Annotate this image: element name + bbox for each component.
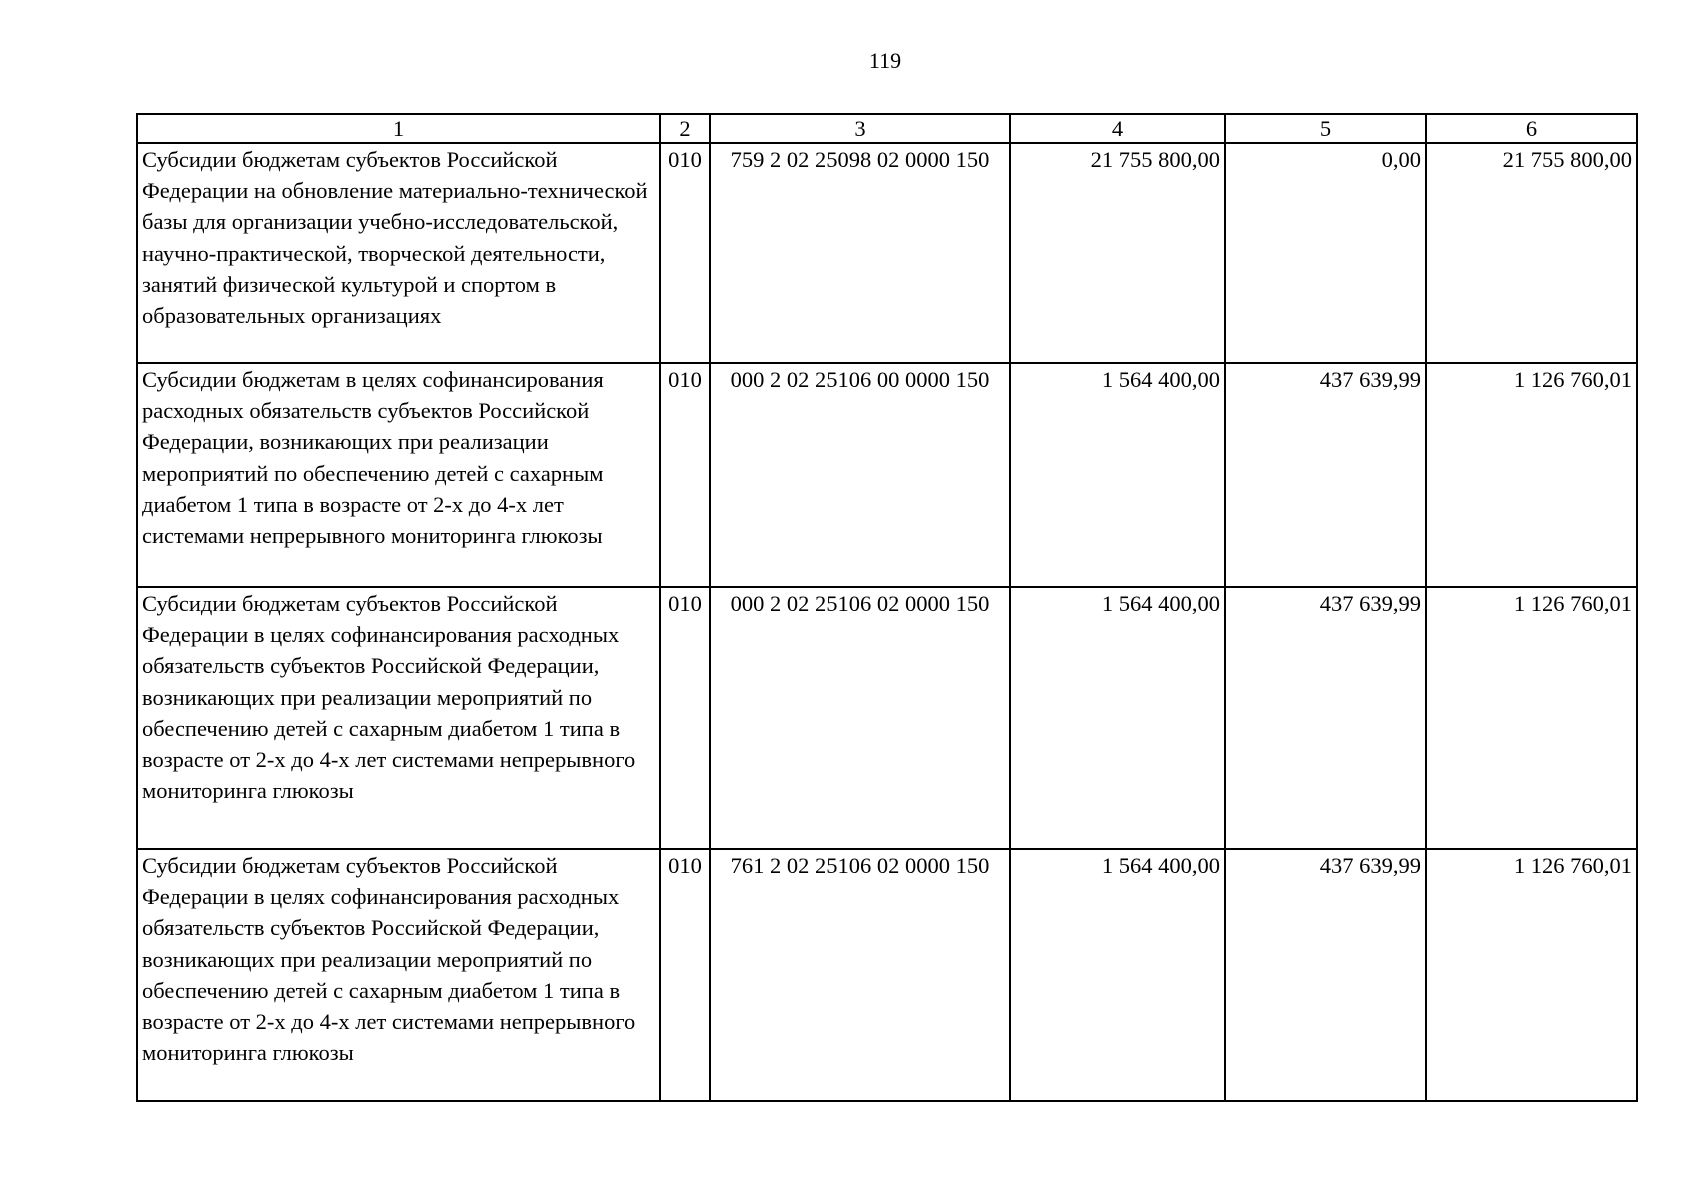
row-code: 010 xyxy=(660,363,710,587)
row-amount-col4: 21 755 800,00 xyxy=(1010,143,1225,363)
row-amount-col5: 437 639,99 xyxy=(1225,587,1426,849)
row-amount-col4: 1 564 400,00 xyxy=(1010,363,1225,587)
table-row xyxy=(137,143,1637,363)
row-amount-col6: 1 126 760,01 xyxy=(1426,849,1637,1101)
row-amount-col4: 1 564 400,00 xyxy=(1010,587,1225,849)
row-budget-classification-code: 000 2 02 25106 00 0000 150 xyxy=(710,363,1010,587)
row-amount-col5: 0,00 xyxy=(1225,143,1426,363)
row-description: Субсидии бюджетам субъектов Российской Федерации в целях софинансирования расходных обязательств субъектов Российской Федерации, возникающих при реализации мероприятий по обеспечению детей с сахарным диабетом 1 типа в возрасте от 2-х до 4-х лет системами непрерывного мониторинга глюкозы xyxy=(137,849,660,1101)
table-body xyxy=(137,143,1637,1101)
row-description: Субсидии бюджетам субъектов Российской Федерации в целях софинансирования расходных обязательств субъектов Российской Федерации, возникающих при реализации мероприятий по обеспечению детей с сахарным диабетом 1 типа в возрасте от 2-х до 4-х лет системами непрерывного мониторинга глюкозы xyxy=(137,587,660,849)
row-description: Субсидии бюджетам субъектов Российской Федерации на обновление материально-технической базы для организации учебно-исследовательской, научно-практической, творческой деятельности, занятий физической культурой и спортом в образовательных организациях xyxy=(137,143,660,363)
row-code: 010 xyxy=(660,849,710,1101)
column-header-5: 5 xyxy=(1225,114,1426,143)
row-code: 010 xyxy=(660,587,710,849)
table-header xyxy=(137,114,1637,143)
table-row xyxy=(137,587,1637,849)
row-budget-classification-code: 759 2 02 25098 02 0000 150 xyxy=(710,143,1010,363)
row-amount-col4: 1 564 400,00 xyxy=(1010,849,1225,1101)
row-amount-col5: 437 639,99 xyxy=(1225,849,1426,1101)
row-code: 010 xyxy=(660,143,710,363)
row-budget-classification-code: 000 2 02 25106 02 0000 150 xyxy=(710,587,1010,849)
row-amount-col6: 1 126 760,01 xyxy=(1426,363,1637,587)
column-header-3: 3 xyxy=(710,114,1010,143)
budget-table xyxy=(136,113,1638,1102)
column-header-6: 6 xyxy=(1426,114,1637,143)
column-header-4: 4 xyxy=(1010,114,1225,143)
row-description: Субсидии бюджетам в целях софинансирования расходных обязательств субъектов Российской Федерации, возникающих при реализации мероприятий по обеспечению детей с сахарным диабетом 1 типа в возрасте от 2-х до 4-х лет системами непрерывного мониторинга глюкозы xyxy=(137,363,660,587)
header-row xyxy=(137,114,1637,143)
column-header-2: 2 xyxy=(660,114,710,143)
column-header-1: 1 xyxy=(137,114,660,143)
table-row xyxy=(137,849,1637,1101)
row-amount-col6: 1 126 760,01 xyxy=(1426,587,1637,849)
row-amount-col6: 21 755 800,00 xyxy=(1426,143,1637,363)
table-row xyxy=(137,363,1637,587)
page-number: 119 xyxy=(868,48,902,73)
row-budget-classification-code: 761 2 02 25106 02 0000 150 xyxy=(710,849,1010,1101)
row-amount-col5: 437 639,99 xyxy=(1225,363,1426,587)
